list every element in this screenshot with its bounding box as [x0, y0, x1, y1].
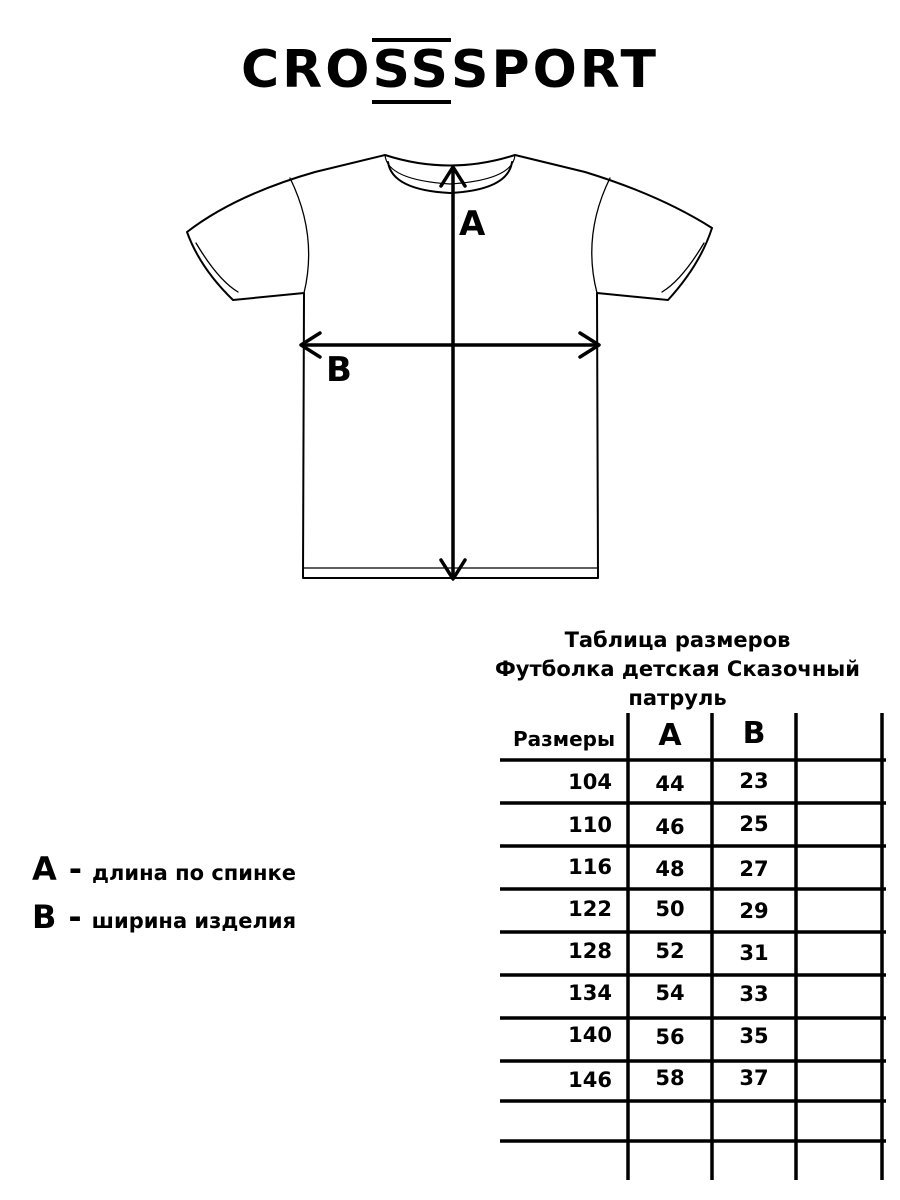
b-value-cell: 27 — [739, 857, 769, 881]
a-value-cell: 58 — [655, 1066, 685, 1090]
size-cell: 134 — [568, 981, 612, 1005]
a-value-cell: 44 — [655, 772, 685, 796]
size-cell: 146 — [568, 1068, 612, 1092]
brand-logo-part-2: SS — [372, 40, 452, 100]
a-value-cell: 50 — [655, 897, 685, 921]
dimension-label-a: A — [459, 204, 486, 244]
legend-item-length — [32, 850, 296, 888]
b-value-cell: 33 — [739, 982, 769, 1006]
size-cell: 128 — [568, 939, 612, 963]
legend-item-width — [32, 898, 296, 936]
a-value-cell: 52 — [655, 939, 685, 963]
b-value-cell: 31 — [739, 941, 769, 965]
b-value-cell: 35 — [739, 1024, 769, 1048]
legend-letter: A — [32, 850, 57, 888]
size-cell: 122 — [568, 897, 612, 921]
legend-dash: - — [68, 850, 83, 888]
b-value-cell: 29 — [739, 899, 769, 923]
b-value-cell: 37 — [739, 1066, 769, 1090]
size-cell: 104 — [568, 770, 612, 794]
size-table-title-line: патруль — [628, 686, 727, 710]
a-value-cell: 46 — [655, 815, 685, 839]
size-table-title-line: Таблица размеров — [564, 628, 791, 652]
legend-letter: B — [32, 898, 57, 936]
legend-dash: - — [68, 898, 82, 936]
brand-logo-part-3: SPORT — [451, 40, 659, 100]
b-value-cell: 25 — [739, 812, 769, 836]
a-column-header: A — [658, 718, 682, 753]
size-cell: 110 — [568, 813, 612, 837]
b-value-cell: 23 — [739, 769, 769, 793]
dimension-label-b: B — [326, 350, 352, 390]
a-value-cell: 48 — [655, 857, 685, 881]
size-cell: 116 — [568, 855, 612, 879]
b-column-header: B — [742, 716, 766, 751]
legend-text: длина по спинке — [92, 861, 297, 885]
legend-text: ширина изделия — [91, 909, 297, 933]
size-column-header: Размеры — [512, 727, 616, 751]
a-value-cell: 54 — [655, 981, 685, 1005]
brand-logo-part-1: CRO — [241, 40, 373, 100]
a-value-cell: 56 — [655, 1025, 685, 1049]
size-table-title-line: Футболка детская Сказочный — [494, 657, 861, 681]
size-cell: 140 — [568, 1023, 612, 1047]
